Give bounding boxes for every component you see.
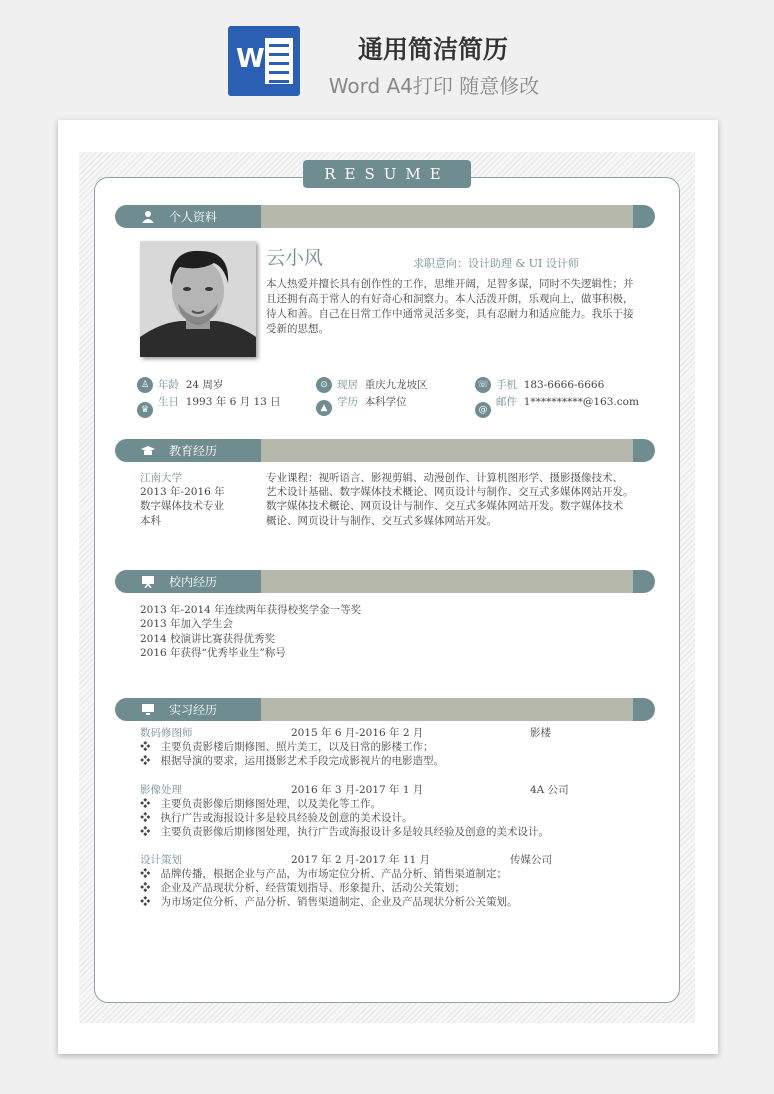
bullet-diamond-icon: ❖ xyxy=(140,755,151,767)
email-icon: @ xyxy=(475,402,491,418)
job-title: 影像处理 xyxy=(140,784,182,796)
info-phone: 手机 183-6666-6666 xyxy=(496,379,605,391)
monitor-icon xyxy=(141,703,155,716)
job-bullet: ❖ 品牌传播，根据企业与产品，为市场定位分析、产品分析、销售渠道制定； xyxy=(140,868,508,880)
course-line: 专业课程：视听语言、影视剪辑、动漫创作、计算机图形学、摄影摄像技术、 xyxy=(266,472,623,484)
bullet-diamond-icon: ❖ xyxy=(140,812,151,824)
job-bullet: ❖ 主要负责影像后期修图处理，执行广告或海报设计多是较具经验及创意的美术设计。 xyxy=(140,826,550,838)
job-bullet: ❖ 执行广告或海报设计多是较具经验及创意的美术设计。 xyxy=(140,812,413,824)
job-bullet: ❖ 为市场定位分析、产品分析、销售渠道制定、企业及产品现状分析公关策划。 xyxy=(140,896,518,908)
job-bullet: ❖ 企业及产品现状分析、经营策划指导、形象提升、活动公关策划； xyxy=(140,882,466,894)
info-birthday: 生日 1993 年 6 月 13 日 xyxy=(158,396,281,408)
bullet-diamond-icon: ❖ xyxy=(140,741,151,753)
section-title-campus: 校内经历 xyxy=(169,575,218,589)
section-header-internship xyxy=(115,698,655,721)
person-icon: ♙ xyxy=(137,377,153,393)
profile-photo xyxy=(140,241,256,357)
course-line: 艺术设计基础、数字媒体技术概论、网页设计与制作、交互式多媒体网站开发。 xyxy=(266,486,634,498)
page-header xyxy=(0,0,774,110)
template-title: 通用简洁简历 xyxy=(357,35,508,64)
section-title-profile: 个人资料 xyxy=(169,210,218,224)
job-period: 2016 年 3 月-2017 年 1 月 xyxy=(291,784,424,796)
bullet-diamond-icon: ❖ xyxy=(140,826,151,838)
section-header-profile xyxy=(115,205,655,228)
job-company: 4A 公司 xyxy=(530,784,569,796)
bullet-diamond-icon: ❖ xyxy=(140,882,151,894)
job-period: 2017 年 2 月-2017 年 11 月 xyxy=(291,854,431,866)
job-company: 传媒公司 xyxy=(510,854,552,866)
section-header-campus xyxy=(115,570,655,593)
list-item: 2013 年-2014 年连续两年获得校奖学金一等奖 xyxy=(140,604,362,616)
word-icon-letter: W xyxy=(236,44,265,74)
info-education: 学历 本科学位 xyxy=(337,396,407,408)
cake-icon: ♛ xyxy=(137,402,153,418)
job-company: 影楼 xyxy=(530,727,551,739)
graduation-cap-icon: ▲ xyxy=(316,400,332,416)
presentation-board-icon xyxy=(141,575,155,588)
graduation-cap-icon xyxy=(141,444,155,457)
list-item: 2016 年获得“优秀毕业生”称号 xyxy=(140,647,286,659)
job-period: 2015 年 6 月-2016 年 2 月 xyxy=(291,727,424,739)
education-period: 2013 年-2016 年 xyxy=(140,486,225,498)
info-residence: 现居 重庆九龙坡区 xyxy=(337,379,428,391)
phone-icon: ☏ xyxy=(475,377,491,393)
info-age: 年龄 24 周岁 xyxy=(158,379,224,391)
school-name: 江南大学 xyxy=(140,472,182,484)
education-major: 数字媒体技术专业 xyxy=(140,500,224,512)
job-bullet: ❖ 主要负责影像后期修图处理，以及美化等工作。 xyxy=(140,798,382,810)
job-intent: 求职意向：设计助理 & UI 设计师 xyxy=(413,257,579,270)
resume-paper xyxy=(58,120,718,1054)
job-title: 数码修图师 xyxy=(140,727,193,739)
info-email: 邮件 1**********@163.com xyxy=(496,396,639,408)
candidate-name: 云小风 xyxy=(266,247,324,269)
course-line: 数字媒体技术概论、网页设计与制作、交互式多媒体网站开发。数字媒体技术 xyxy=(266,500,623,512)
bullet-diamond-icon: ❖ xyxy=(140,798,151,810)
self-introduction: 本人热爱并擅长具有创作性的工作，思维开阔，足智多谋，同时不失逻辑性；并且还拥有高于常人的有好奇心和洞察力。本人活泼开朗，乐观向上，做事积极，待人和善。自己在日常工作中通常灵活多变，具有忍耐力和适应能力。我乐于接受新的思想。 xyxy=(266,278,634,335)
template-subtitle: Word A4打印 随意修改 xyxy=(328,74,540,98)
section-header-education xyxy=(115,439,655,462)
course-line: 概论、网页设计与制作、交互式多媒体网站开发。 xyxy=(266,515,497,527)
education-degree: 本科 xyxy=(140,515,161,527)
person-icon xyxy=(141,210,155,223)
job-bullet: ❖ 主要负责影楼后期修图、照片美工，以及日常的影楼工作； xyxy=(140,741,434,753)
section-title-education: 教育经历 xyxy=(169,444,218,458)
location-icon: ⊙ xyxy=(316,377,332,393)
section-title-internship: 实习经历 xyxy=(169,703,218,717)
job-bullet: ❖ 根据导演的要求，运用摄影艺术手段完成影视片的电影造型。 xyxy=(140,755,445,767)
list-item: 2014 校演讲比赛获得优秀奖 xyxy=(140,633,276,645)
word-icon xyxy=(228,26,300,96)
bullet-diamond-icon: ❖ xyxy=(140,896,151,908)
resume-tag: RESUME xyxy=(303,160,471,188)
list-item: 2013 年加入学生会 xyxy=(140,618,234,630)
job-title: 设计策划 xyxy=(140,854,182,866)
bullet-diamond-icon: ❖ xyxy=(140,868,151,880)
